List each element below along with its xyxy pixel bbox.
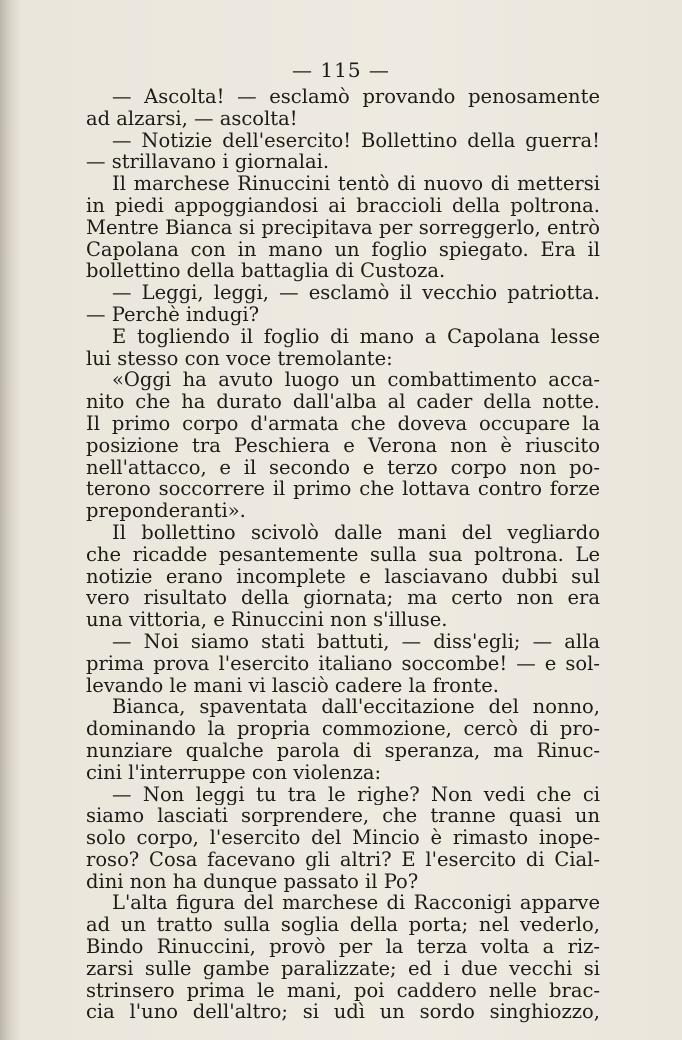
text-line: lui stesso con voce tremolante: [86, 347, 393, 370]
text-line: Il primo corpo d'armata che doveva occupare la [86, 412, 600, 435]
text-line: notizie erano incomplete e lasciavano dubbi sul [86, 565, 600, 588]
text-line: dini non ha dunque passato il Po? [86, 870, 419, 893]
text-line: solo corpo, l'esercito del Mincio è rimasto inope- [86, 827, 600, 849]
text-line: Capolana con in mano un foglio spiegato. Era il [86, 238, 600, 261]
text-line: — Perchè indugi? [86, 303, 260, 326]
text-line: preponderanti». [86, 500, 246, 522]
text-line: E togliendo il foglio di mano a Capolana lesse [112, 325, 600, 348]
text-line: Bianca, spaventata dall'eccitazione del nonno, [112, 696, 600, 719]
text-line: posizione tra Peschiera e Verona non è riuscito [86, 434, 600, 457]
text-line: Bindo Rinuccini, provò per la terza volta a riz- [86, 936, 600, 958]
text-line: ad un tratto sulla soglia della porta; nel vederlo, [86, 914, 600, 937]
text-line: roso? Cosa facevano gli altri? E l'esercito di Cial- [86, 848, 600, 871]
text-line: prima prova l'esercito italiano soccombe! — e sol- [86, 652, 600, 675]
text-line: strinsero prima le mani, poi caddero nelle brac- [86, 979, 600, 1002]
text-line: una vittoria, e Rinuccini non s'illuse. [86, 609, 448, 631]
text-line: che ricadde pesantemente sulla sua poltrona. Le [86, 543, 600, 566]
text-line: bollettino della battaglia di Custoza. [86, 260, 446, 283]
text-line: dominando la propria commozione, cercò di pro- [86, 718, 600, 740]
text-line: levando le mani vi lasciò cadere la fronte. [86, 674, 500, 697]
text-line: Il bollettino scivolò dalle mani del vegliardo [112, 521, 600, 544]
text-line: zarsi sulle gambe paralizzate; ed i due vecchi si [86, 957, 600, 980]
text-line: nell'attacco, e il secondo e terzo corpo non po- [86, 456, 600, 479]
body-text [86, 86, 600, 1023]
text-line: terono soccorrere il primo che lottava contro forze [86, 478, 600, 501]
text-line: ad alzarsi, — ascolta! [86, 107, 298, 130]
text-line: in piedi appoggiandosi ai braccioli della poltrona. [86, 194, 600, 217]
text-line: — Notizie dell'esercito! Bollettino della guerra! [112, 129, 600, 152]
text-line: cini l'interruppe con violenza: [86, 761, 382, 784]
text-line: — Noi siamo stati battuti, — diss'egli; — alla [112, 630, 600, 653]
page-number: — 115 — [292, 58, 390, 82]
text-line: Il marchese Rinuccini tentò di nuovo di mettersi [112, 173, 600, 195]
text-line: — Ascolta! — esclamò provando penosamente [112, 86, 600, 108]
text-line: nito che ha durato dall'alba al cader della notte. [86, 391, 600, 413]
text-line: L'alta figura del marchese di Racconigi apparve [112, 892, 600, 915]
text-line: vero risultato della giornata; ma certo non era [86, 587, 600, 610]
text-line: siamo lasciati sorprendere, che tranne quasi un [86, 805, 600, 828]
text-line: Mentre Bianca si precipitava per sorreggerlo, entrò [86, 216, 600, 239]
text-line: nunziare qualche parola di speranza, ma Rinuc- [86, 739, 600, 762]
text-line: — strillavano i giornalai. [86, 151, 330, 174]
text-line: «Oggi ha avuto luogo un combattimento acca- [112, 369, 600, 392]
text-line: — Non leggi tu tra le righe? Non vedi che ci [112, 783, 600, 806]
text-line: cia l'uno dell'altro; si udì un sordo singhiozzo, [86, 1001, 600, 1024]
text-line: — Leggi, leggi, — esclamò il vecchio patriotta. [112, 282, 600, 304]
